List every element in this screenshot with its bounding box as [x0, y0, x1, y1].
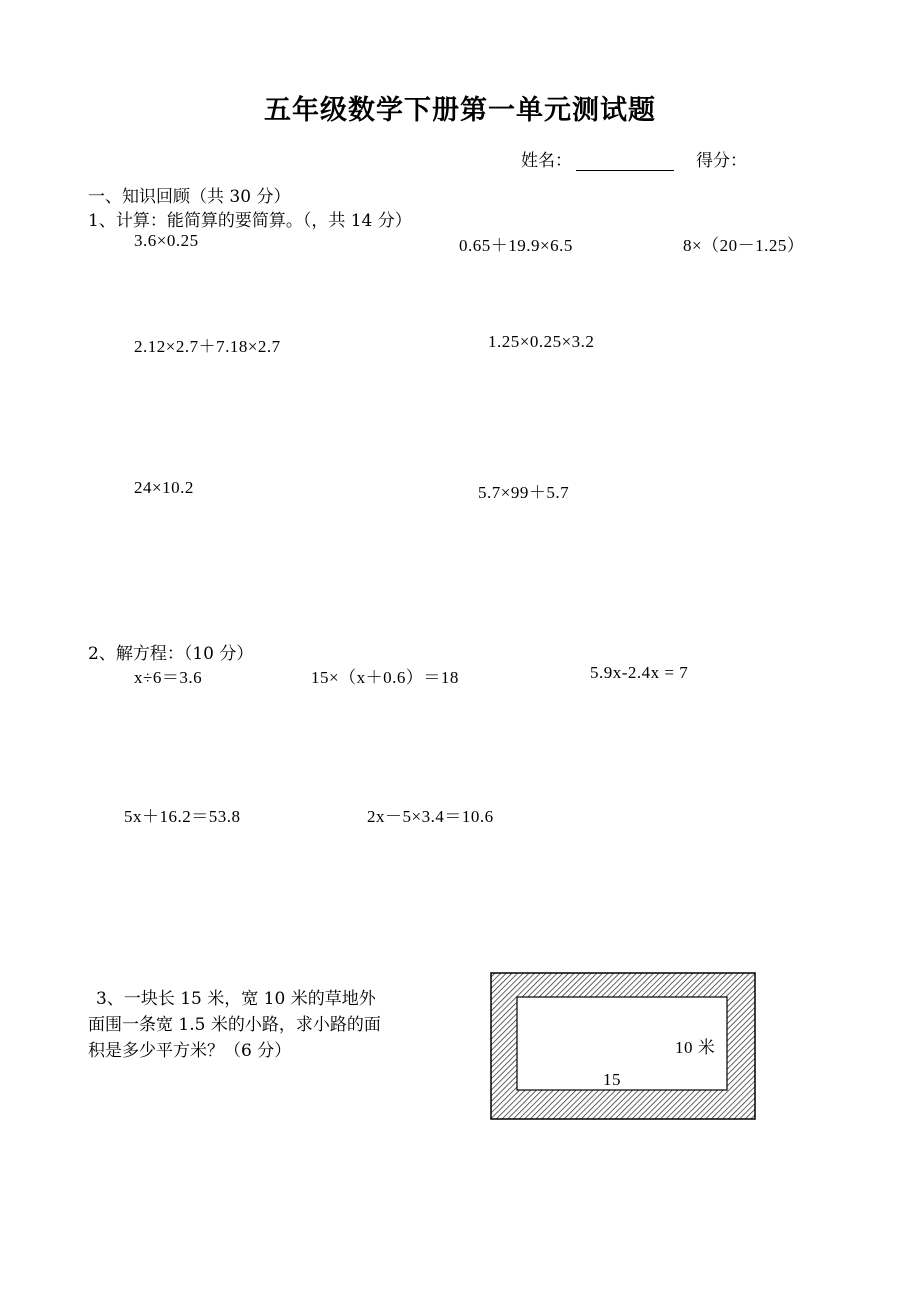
- q2-item-3: 5.9x-2.4x = 7: [590, 663, 689, 682]
- q2-item-2: 15×（x＋0.6）＝18: [311, 668, 459, 687]
- length-label: 15: [603, 1070, 621, 1089]
- q2-label: 2、解方程：（10 分）: [88, 644, 254, 664]
- q2-item-4: 5x＋16.2＝53.8: [124, 807, 241, 826]
- q1-item-3: 8×（20－1.25）: [683, 236, 805, 255]
- garden-path-diagram: [490, 972, 756, 1120]
- q3-text: 3、一块长 15 米，宽 10 米的草地外面围一条宽 1.5 米的小路，求小路的面积是多少平方米？（6 分）: [88, 989, 381, 1061]
- q1-item-5: 1.25×0.25×3.2: [488, 332, 595, 351]
- score-label: 得分：: [696, 151, 747, 171]
- q1-label: 1、计算：能简算的要简算。（，共 14 分）: [88, 211, 412, 231]
- name-field: [521, 146, 674, 171]
- q1-item-2: 0.65＋19.9×6.5: [459, 236, 573, 255]
- section1-heading: 一、知识回顾（共 30 分）: [88, 187, 291, 207]
- name-blank: [576, 154, 674, 171]
- garden-path-figure: [490, 972, 756, 1120]
- width-label: 10 米: [675, 1038, 716, 1057]
- name-label: 姓名：: [521, 151, 572, 171]
- page-title: 五年级数学下册第一单元测试题: [264, 95, 656, 126]
- q1-item-7: 5.7×99＋5.7: [478, 483, 570, 502]
- q2-item-1: x÷6＝3.6: [134, 668, 203, 687]
- q1-item-6: 24×10.2: [134, 478, 194, 497]
- q2-item-5: 2x－5×3.4＝10.6: [367, 807, 494, 826]
- q1-item-1: 3.6×0.25: [134, 231, 199, 250]
- q1-item-4: 2.12×2.7＋7.18×2.7: [134, 337, 281, 356]
